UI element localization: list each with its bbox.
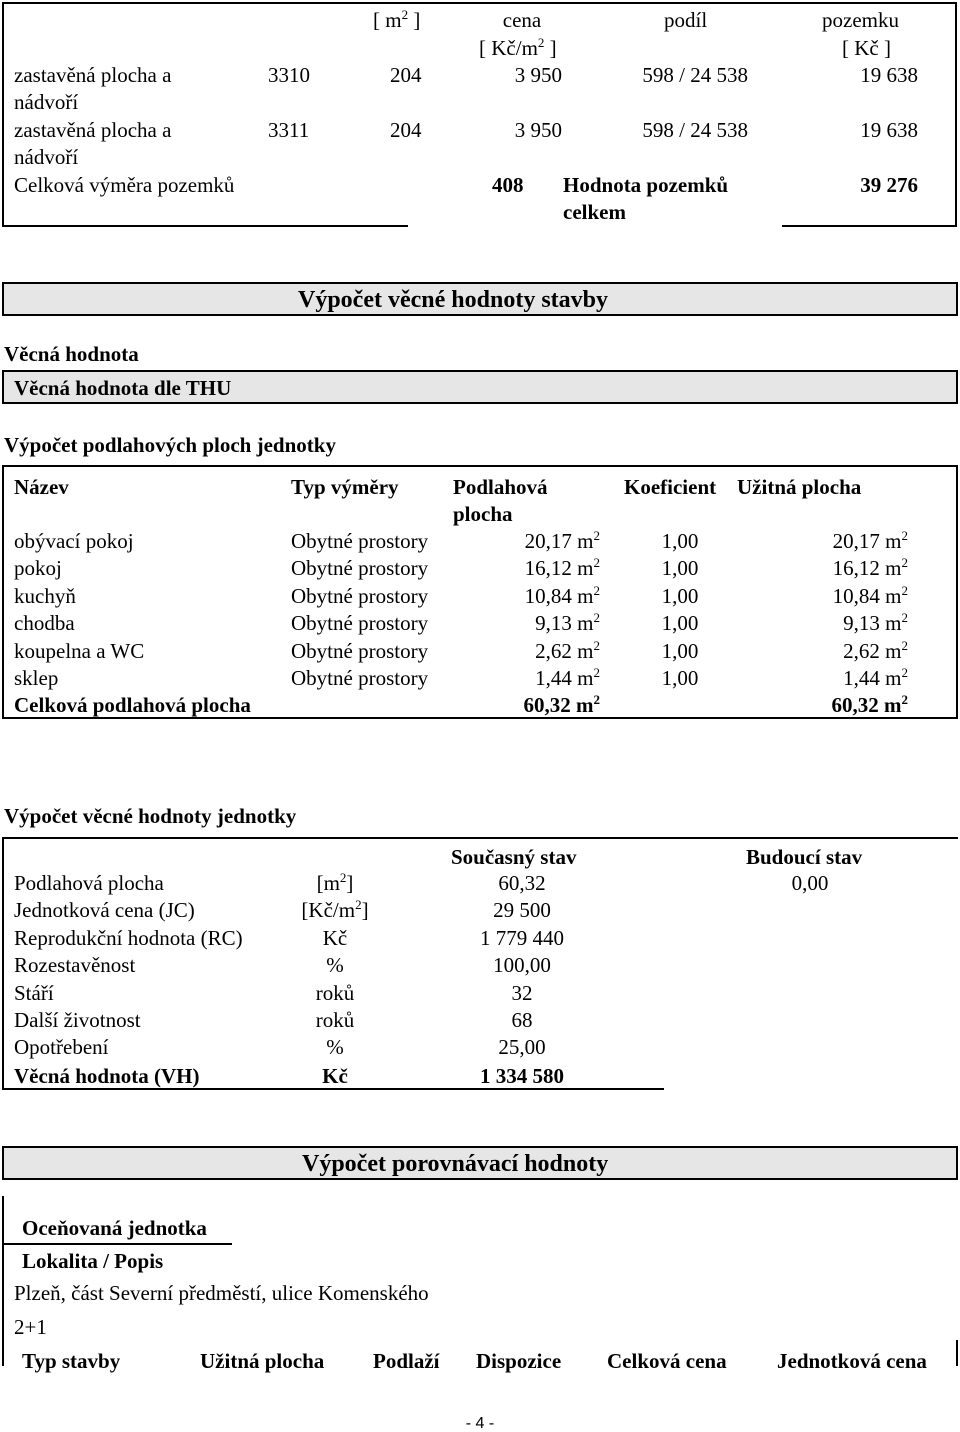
floor-area: 10,84 $m^2$ bbox=[524, 583, 600, 608]
col-header-floor-area-2: plocha bbox=[453, 502, 513, 526]
coefficient: 1,00 bbox=[661, 556, 699, 580]
unit-row-current: 1 779 440 bbox=[480, 926, 564, 950]
col-header-floor-area-1: Podlahová bbox=[453, 475, 548, 499]
floor-table-top-border bbox=[2, 465, 958, 467]
floor-calc-title: Výpočet podlahových ploch jednotky bbox=[4, 433, 336, 457]
coefficient: 1,00 bbox=[661, 666, 699, 690]
unit-row-label: Rozestavěnost bbox=[14, 953, 136, 977]
measure-type: Obytné prostory bbox=[291, 666, 429, 690]
floor-area: 16,12 $m^2$ bbox=[524, 555, 600, 580]
land-area: 204 bbox=[390, 118, 422, 142]
valued-unit-label: Oceňovaná jednotka bbox=[22, 1216, 207, 1240]
header-area-unit: [ $m^2$ ] bbox=[373, 7, 421, 32]
measure-type: Obytné prostory bbox=[291, 529, 429, 553]
col-header-unit-price: Jednotková cena bbox=[777, 1349, 927, 1373]
floor-table-bottom-border bbox=[2, 717, 958, 719]
floor-total-label: Celková podlahová plocha bbox=[14, 693, 251, 717]
total-area-value: 408 bbox=[492, 173, 524, 197]
unit-row-unit: roků bbox=[315, 981, 355, 1005]
thu-label: Věcná hodnota dle THU bbox=[14, 376, 232, 400]
col-header-total-price: Celková cena bbox=[607, 1349, 727, 1373]
usable-area: 9,13 $m^2$ bbox=[843, 610, 908, 635]
floor-total-area: 60,32 $m^2$ bbox=[523, 692, 600, 717]
col-header-floor: Podlaží bbox=[373, 1349, 440, 1373]
land-value: 19 638 bbox=[860, 118, 918, 142]
usable-area: 2,62 $m^2$ bbox=[843, 638, 908, 663]
building-section-title: Výpočet věcné hodnoty stavby bbox=[298, 287, 608, 313]
land-type-line1: zastavěná plocha a bbox=[14, 63, 172, 87]
unit-row-current: 29 500 bbox=[493, 898, 551, 922]
unit-table-left-border bbox=[2, 837, 4, 1090]
unit-row-label: Další životnost bbox=[14, 1008, 141, 1032]
land-type-line1: zastavěná plocha a bbox=[14, 118, 172, 142]
unit-row-future: 0,00 bbox=[791, 871, 829, 895]
usable-area: 20,17 $m^2$ bbox=[832, 528, 908, 553]
unit-total-value: 1 334 580 bbox=[480, 1064, 564, 1088]
unit-row-current: 60,32 bbox=[498, 871, 546, 895]
col-header-building-type: Typ stavby bbox=[22, 1349, 121, 1373]
future-state-header: Budoucí stav bbox=[746, 845, 863, 869]
location-label: Lokalita / Popis bbox=[22, 1249, 164, 1273]
land-parcel: 3310 bbox=[268, 63, 310, 87]
header-land-label: pozemku bbox=[822, 8, 899, 32]
coefficient: 1,00 bbox=[661, 584, 699, 608]
unit-row-unit: $[m^2]$ bbox=[316, 870, 354, 895]
measure-type: Obytné prostory bbox=[291, 639, 429, 663]
unit-row-unit: $[Kč/m^2]$ bbox=[301, 897, 369, 922]
land-area: 204 bbox=[390, 63, 422, 87]
comparison-left-border bbox=[2, 1196, 4, 1366]
land-price: 3 950 bbox=[514, 63, 562, 87]
usable-area: 16,12 $m^2$ bbox=[832, 555, 908, 580]
header-price-label: cena bbox=[502, 8, 542, 32]
measure-type: Obytné prostory bbox=[291, 556, 429, 580]
layout-text: 2+1 bbox=[14, 1315, 47, 1339]
land-value: 19 638 bbox=[860, 63, 918, 87]
comparison-right-border bbox=[956, 1340, 958, 1366]
unit-row-label: Podlahová plocha bbox=[14, 871, 164, 895]
unit-table-bottom-border bbox=[2, 1088, 664, 1090]
unit-row-unit: % bbox=[326, 953, 344, 977]
measure-type: Obytné prostory bbox=[291, 584, 429, 608]
col-header-usable-area: Užitná plocha bbox=[737, 475, 862, 499]
coefficient: 1,00 bbox=[661, 529, 699, 553]
land-table-right-border bbox=[955, 2, 957, 227]
unit-total-unit: Kč bbox=[322, 1064, 348, 1088]
total-value-label-line2: celkem bbox=[563, 200, 626, 224]
measure-type: Obytné prostory bbox=[291, 611, 429, 635]
land-share: 598 / 24 538 bbox=[642, 118, 748, 142]
page-number: - 4 - bbox=[465, 1415, 495, 1432]
unit-row-unit: % bbox=[326, 1035, 344, 1059]
unit-row-unit: Kč bbox=[322, 926, 348, 950]
floor-total-usable: 60,32 $m^2$ bbox=[831, 692, 908, 717]
unit-total-label: Věcná hodnota (VH) bbox=[14, 1064, 200, 1088]
unit-row-label: Stáří bbox=[14, 981, 54, 1005]
col-header-name: Název bbox=[14, 475, 69, 499]
unit-value-title: Výpočet věcné hodnoty jednotky bbox=[4, 804, 297, 828]
land-price: 3 950 bbox=[514, 118, 562, 142]
land-share: 598 / 24 538 bbox=[642, 63, 748, 87]
unit-table-top-border bbox=[2, 837, 958, 839]
unit-row-current: 68 bbox=[511, 1008, 533, 1032]
header-price-unit: [ $Kč/m^2$ ] bbox=[479, 35, 557, 60]
total-value: 39 276 bbox=[860, 173, 918, 197]
coefficient: 1,00 bbox=[661, 611, 699, 635]
unit-row-label: Jednotková cena (JC) bbox=[14, 898, 195, 922]
current-state-header: Současný stav bbox=[451, 845, 577, 869]
room-name: pokoj bbox=[14, 556, 62, 580]
location-text: Plzeň, část Severní předměstí, ulice Komenského bbox=[14, 1281, 429, 1305]
total-value-label-line1: Hodnota pozemků bbox=[563, 173, 729, 197]
land-parcel: 3311 bbox=[268, 118, 310, 142]
room-name: sklep bbox=[14, 666, 59, 690]
land-table-left-border bbox=[2, 2, 4, 227]
col-header-coefficient: Koeficient bbox=[624, 475, 717, 499]
land-type-line2: nádvoří bbox=[14, 145, 79, 169]
unit-row-label: Opotřebení bbox=[14, 1035, 109, 1059]
comparison-section-title: Výpočet porovnávací hodnoty bbox=[302, 1151, 609, 1177]
header-share-label: podíl bbox=[664, 8, 708, 32]
land-table-bottom-border-right bbox=[782, 225, 956, 227]
room-name: kuchyň bbox=[14, 584, 76, 608]
usable-area: 10,84 $m^2$ bbox=[832, 583, 908, 608]
floor-area: 9,13 $m^2$ bbox=[535, 610, 600, 635]
coefficient: 1,00 bbox=[661, 639, 699, 663]
total-area-label: Celková výměra pozemků bbox=[14, 173, 235, 197]
col-header-usable-area: Užitná plocha bbox=[200, 1349, 325, 1373]
land-table-top-border bbox=[2, 2, 956, 4]
unit-row-unit: roků bbox=[315, 1008, 355, 1032]
building-value-label: Věcná hodnota bbox=[4, 342, 139, 366]
comparison-divider-1 bbox=[2, 1243, 232, 1245]
unit-row-current: 32 bbox=[511, 981, 533, 1005]
room-name: chodba bbox=[14, 611, 75, 635]
room-name: obývací pokoj bbox=[14, 529, 134, 553]
floor-table-left-border bbox=[2, 465, 4, 719]
land-type-line2: nádvoří bbox=[14, 90, 79, 114]
usable-area: 1,44 $m^2$ bbox=[843, 665, 908, 690]
unit-row-current: 100,00 bbox=[493, 953, 551, 977]
floor-area: 2,62 $m^2$ bbox=[535, 638, 600, 663]
floor-area: 1,44 $m^2$ bbox=[535, 665, 600, 690]
floor-area: 20,17 $m^2$ bbox=[524, 528, 600, 553]
col-header-measure-type: Typ výměry bbox=[291, 475, 399, 499]
header-land-unit: [ Kč ] bbox=[842, 36, 891, 60]
unit-row-current: 25,00 bbox=[498, 1035, 546, 1059]
col-header-layout: Dispozice bbox=[476, 1349, 562, 1373]
floor-table-right-border bbox=[956, 465, 958, 719]
room-name: koupelna a WC bbox=[14, 639, 145, 663]
unit-row-label: Reprodukční hodnota (RC) bbox=[14, 926, 243, 950]
land-table-bottom-border bbox=[2, 225, 408, 227]
